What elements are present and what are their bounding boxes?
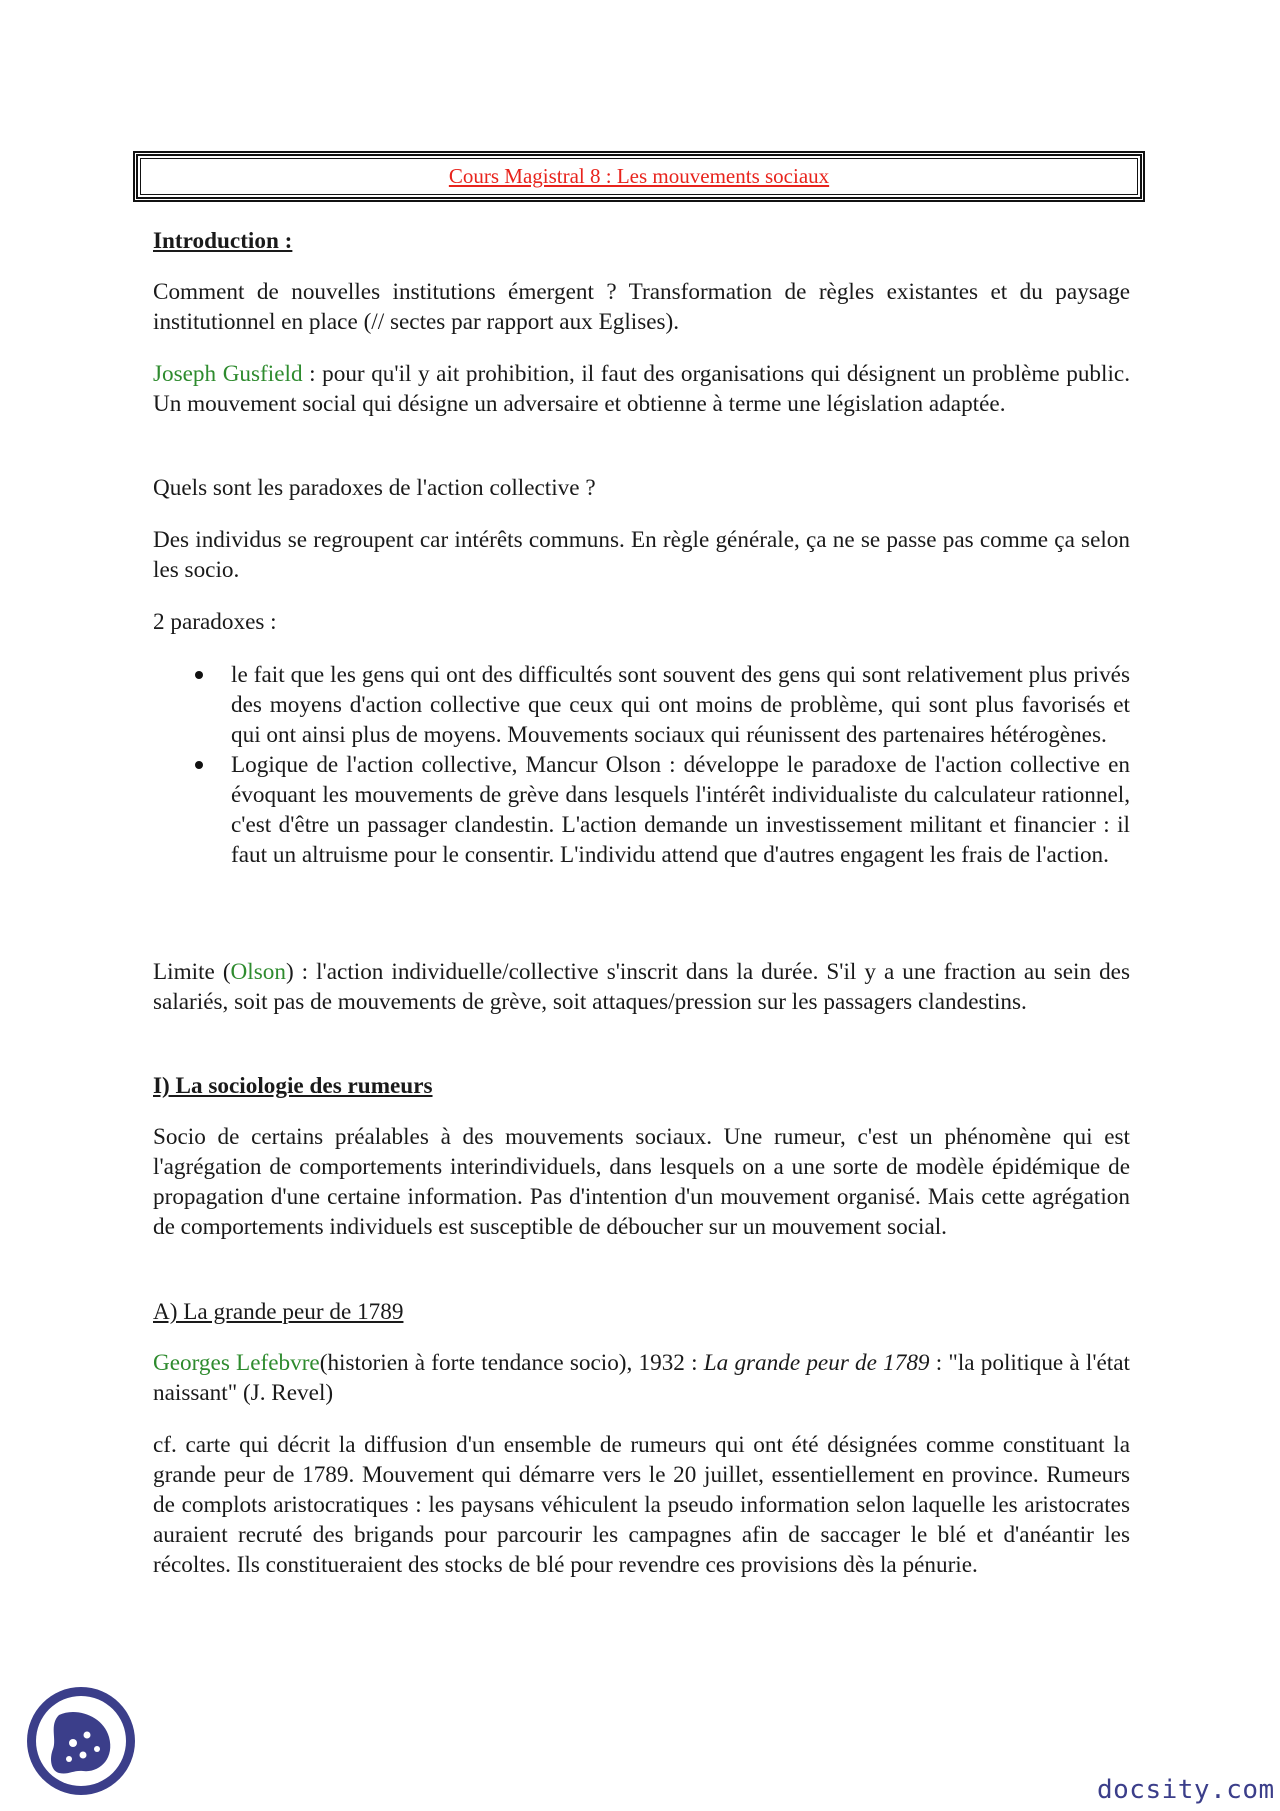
section-heading-rumeurs: I) La sociologie des rumeurs	[153, 1073, 433, 1099]
paragraph-limite-pre: Limite (	[153, 959, 231, 985]
docsity-brand[interactable]: docsity.com	[1097, 1775, 1275, 1805]
paragraph-interets: Des individus se regroupent car intérêts communs. En règle générale, ça ne se passe pas comme ça selon les socio.	[153, 527, 1130, 583]
list-item	[153, 750, 1130, 870]
paragraph-gusfield	[153, 359, 1130, 419]
paradox-list	[153, 660, 1130, 870]
author-gusfield: Joseph Gusfield	[153, 361, 303, 387]
book-title: La grande peur de 1789	[703, 1350, 930, 1376]
paragraph-institutions: Comment de nouvelles institutions émergent ? Transformation de règles existantes et du paysage institutionnel en place (// sectes par rapport aux Eglises).	[153, 279, 1130, 335]
title-box	[133, 151, 1145, 202]
paragraph-limite-text: ) : l'action individuelle/collective s'inscrit dans la durée. S'il y a une fraction au sein des salariés, soit pas de mouvements de grève, soit attaques/pression sur les passagers clandestins.	[153, 959, 1130, 1015]
subheading-grande-peur: A) La grande peur de 1789	[153, 1299, 404, 1325]
author-lefebvre: Georges Lefebvre	[153, 1350, 320, 1376]
paragraph-two-paradoxes: 2 paradoxes :	[153, 609, 277, 635]
paragraph-lefebvre	[153, 1348, 1130, 1408]
list-item-text: le fait que les gens qui ont des difficultés sont souvent des gens qui sont relativement plus privés des moyens d'action collective que ceux qui ont moins de problème, qui sont plus favorisés et qui ont ainsi plus de moyens. Mouvements sociaux qui réunissent des partenaires hétérogènes.	[231, 662, 1130, 748]
paragraph-paradoxes-question: Quels sont les paradoxes de l'action collective ?	[153, 475, 596, 501]
bullet-icon	[195, 671, 203, 679]
paragraph-lefebvre-mid: (historien à forte tendance socio), 1932 :	[319, 1350, 704, 1376]
paragraph-lefebvre-post: : "la politique à l'état naissant" (J. Revel)	[153, 1350, 1130, 1406]
paragraph-rumeurs: Socio de certains préalables à des mouvements sociaux. Une rumeur, c'est un phénomène qui est l'agrégation de comportements interindividuels, dans lesquels on a une sorte de modèle épidémique de propagation d'une certaine information. Pas d'intention d'un mouvement organisé. Mais cette agrégation de comportements individuels est susceptible de déboucher sur un mouvement social.	[153, 1124, 1130, 1240]
paragraph-gusfield-text: : pour qu'il y ait prohibition, il faut des organisations qui désignent un problème public. Un mouvement social qui désigne un adversaire et obtienne à terme une législation adaptée.	[153, 361, 1130, 417]
bullet-icon	[195, 761, 203, 769]
introduction-heading: Introduction :	[153, 228, 293, 254]
list-item	[153, 660, 1130, 750]
paragraph-carte: cf. carte qui décrit la diffusion d'un ensemble de rumeurs qui ont été désignées comme constituant la grande peur de 1789. Mouvement qui démarre vers le 20 juillet, essentiellement en province. Rumeurs de complots aristocratiques : les paysans véhiculent la pseudo information selon laquelle les aristocrates auraient recruté des brigands pour parcourir les campagnes afin de saccager le blé et d'anéantir les récoltes. Ils constitueraient des stocks de blé pour revendre ces provisions dès la pénurie.	[153, 1432, 1130, 1578]
paragraph-limite	[153, 957, 1130, 1017]
page-title: Cours Magistral 8 : Les mouvements sociaux	[448, 164, 830, 188]
author-olson: Olson	[230, 959, 286, 985]
list-item-text: Logique de l'action collective, Mancur Olson : développe le paradoxe de l'action collective en évoquant les mouvements de grève dans lesquels l'intérêt individualiste du calculateur rationnel, c'est d'être un passager clandestin. L'action demande un investissement militant et financier : il faut un altruisme pour le consentir. L'individu attend que d'autres engagent les frais de l'action.	[231, 752, 1130, 868]
docsity-logo-icon	[25, 1685, 137, 1797]
